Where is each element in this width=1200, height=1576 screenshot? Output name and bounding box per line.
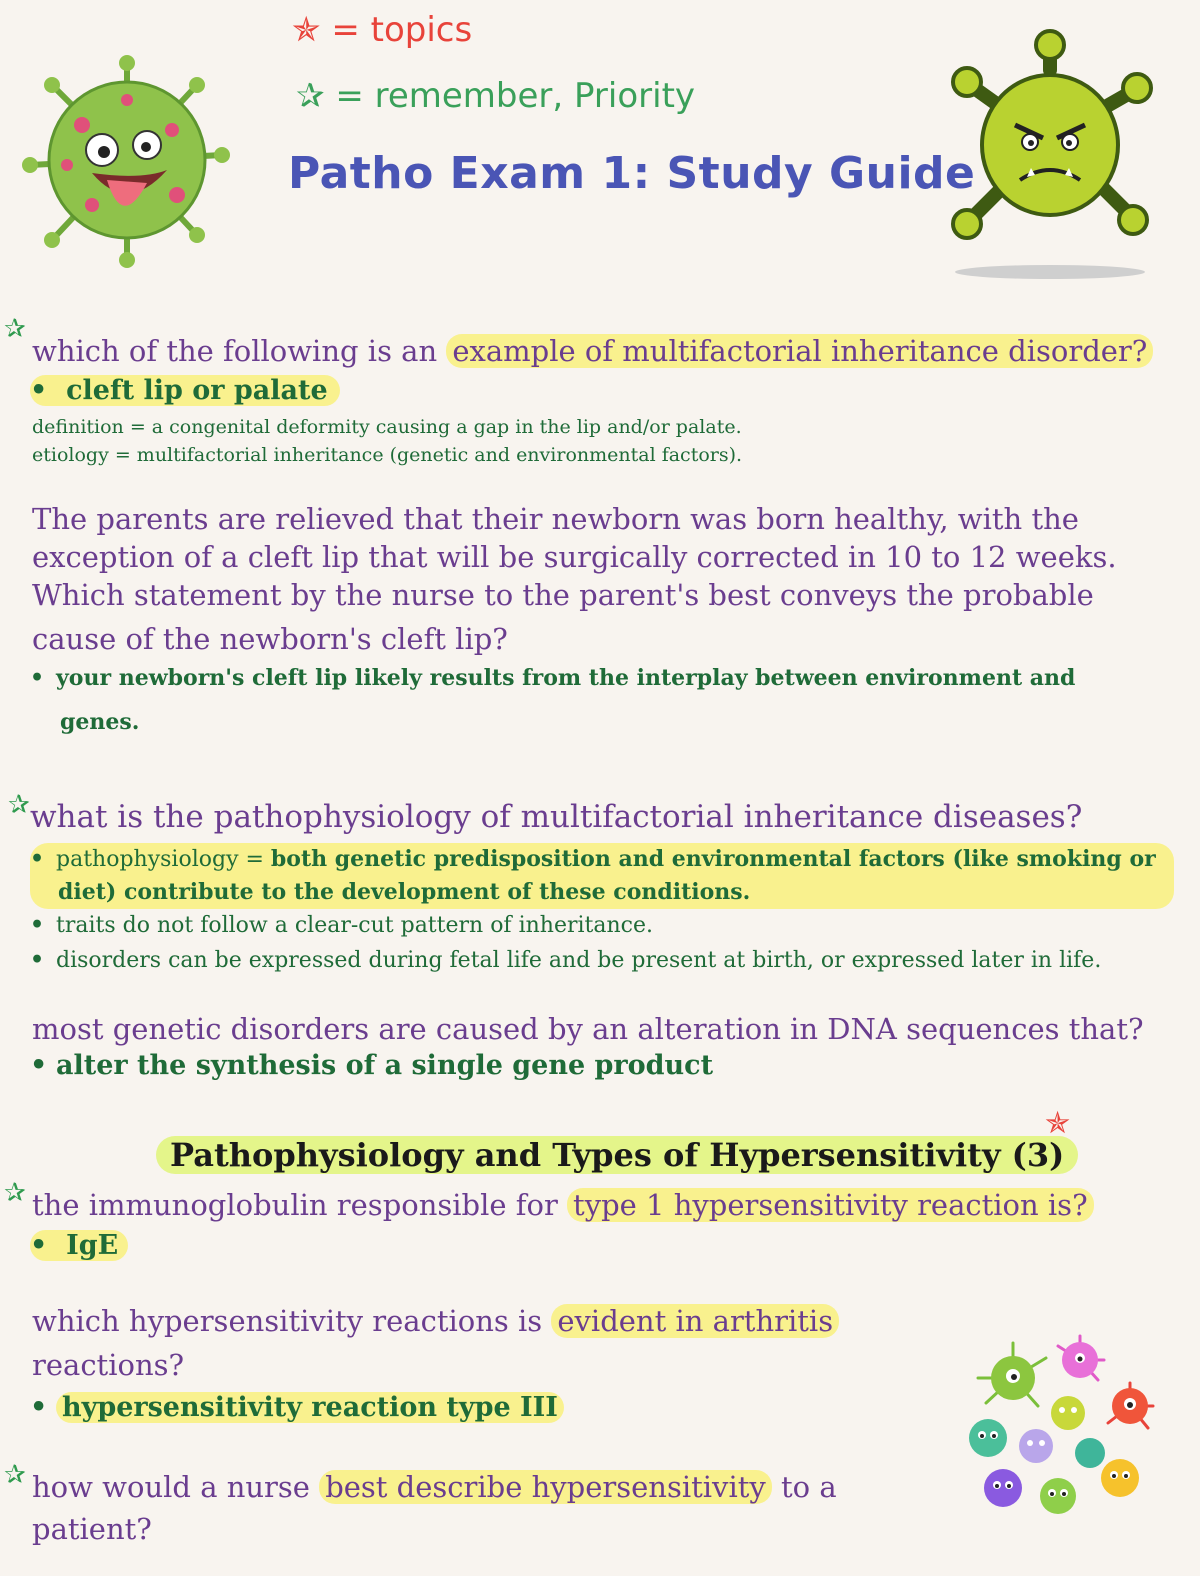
question-5-highlight: type 1 hypersensitivity reaction is?	[567, 1188, 1094, 1222]
question-7-text-post: to a	[771, 1470, 837, 1504]
question-5-text: the immunoglobulin responsible for	[32, 1188, 568, 1222]
question-2-line: The parents are relieved that their newborn was born healthy, with the	[32, 502, 1079, 536]
section-heading-text: Pathophysiology and Types of Hypersensitivity (3)	[156, 1136, 1078, 1174]
star-red-icon: ✯	[292, 10, 321, 50]
legend-remember	[296, 76, 695, 116]
bullet: •	[30, 665, 45, 691]
answer-3-item: traits do not follow a clear-cut pattern of inheritance.	[56, 913, 653, 938]
definition-text: definition = a congenital deformity causing a gap in the lip and/or palate.	[32, 416, 742, 438]
legend-remember-text: = remember, Priority	[335, 76, 696, 116]
bullet: •	[30, 1050, 48, 1081]
answer-3-bold: both genetic predisposition and environmental factors (like smoking or	[270, 846, 1156, 872]
legend-topics	[292, 10, 472, 50]
answer-3-item: disorders can be expressed during fetal life and be present at birth, or expressed later in life.	[56, 948, 1102, 973]
answer-2	[30, 656, 1075, 744]
question-5	[32, 1186, 1094, 1224]
page-title: Patho Exam 1: Study Guide	[288, 148, 976, 199]
answer-3-list	[30, 843, 1180, 977]
star-green-icon: ✰	[8, 790, 30, 820]
question-1	[32, 332, 1153, 370]
answer-5	[30, 1230, 128, 1261]
question-2-line: Which statement by the nurse to the parent's best conveys the probable	[32, 578, 1094, 612]
answer-2-line: genes.	[60, 709, 140, 735]
question-6-highlight: evident in arthritis	[551, 1304, 839, 1338]
answer-1	[30, 375, 340, 406]
question-2	[32, 500, 1117, 658]
question-7-line2: patient?	[32, 1512, 152, 1546]
bullet: •	[30, 1392, 48, 1423]
star-green-icon: ✰	[4, 1178, 26, 1208]
answer-5-text: IgE	[66, 1230, 119, 1261]
answer-6	[30, 1392, 564, 1423]
star-red-icon: ✯	[1045, 1106, 1071, 1141]
star-green-icon: ✰	[296, 76, 325, 116]
question-2-line: exception of a cleft lip that will be surgically corrected in 10 to 12 weeks.	[32, 540, 1117, 574]
answer-6-text: hypersensitivity reaction type III	[56, 1392, 564, 1423]
question-2-line: cause of the newborn's cleft lip?	[32, 622, 508, 656]
answer-3-pre: pathophysiology =	[56, 847, 271, 872]
germ-cluster-icon	[958, 1328, 1158, 1528]
bullet: •	[30, 1230, 48, 1261]
answer-4-text: alter the synthesis of a single gene product	[56, 1050, 714, 1081]
question-1-text: which of the following is an	[32, 334, 447, 368]
answer-1-text: cleft lip or palate	[66, 375, 328, 406]
question-4: most genetic disorders are caused by an alteration in DNA sequences that?	[32, 1012, 1144, 1046]
question-1-highlight: example of multifactorial inheritance disorder?	[446, 334, 1153, 368]
bullet: •	[30, 846, 45, 872]
legend-topics-text: = topics	[331, 10, 473, 50]
star-green-icon: ✰	[4, 1460, 26, 1490]
answer-3-bold-line2: diet) contribute to the development of these conditions.	[58, 879, 751, 905]
bullet: •	[30, 947, 45, 973]
answer-4	[30, 1050, 713, 1081]
bullet: •	[30, 375, 48, 406]
section-heading	[156, 1136, 1078, 1174]
question-6	[32, 1302, 839, 1340]
question-6-line2: reactions?	[32, 1348, 185, 1382]
question-6-text: which hypersensitivity reactions is	[32, 1304, 552, 1338]
question-3: what is the pathophysiology of multifactorial inheritance diseases?	[30, 799, 1083, 835]
germ-angry-icon	[945, 30, 1155, 280]
answer-2-line: your newborn's cleft lip likely results from the interplay between environment and	[56, 665, 1076, 691]
question-7	[32, 1468, 837, 1506]
germ-tongue-icon	[22, 55, 232, 265]
bullet: •	[30, 912, 45, 938]
question-7-text: how would a nurse	[32, 1470, 320, 1504]
question-7-highlight: best describe hypersensitivity	[319, 1470, 772, 1504]
etiology-text: etiology = multifactorial inheritance (genetic and environmental factors).	[32, 444, 743, 466]
star-green-icon: ✰	[4, 314, 26, 344]
